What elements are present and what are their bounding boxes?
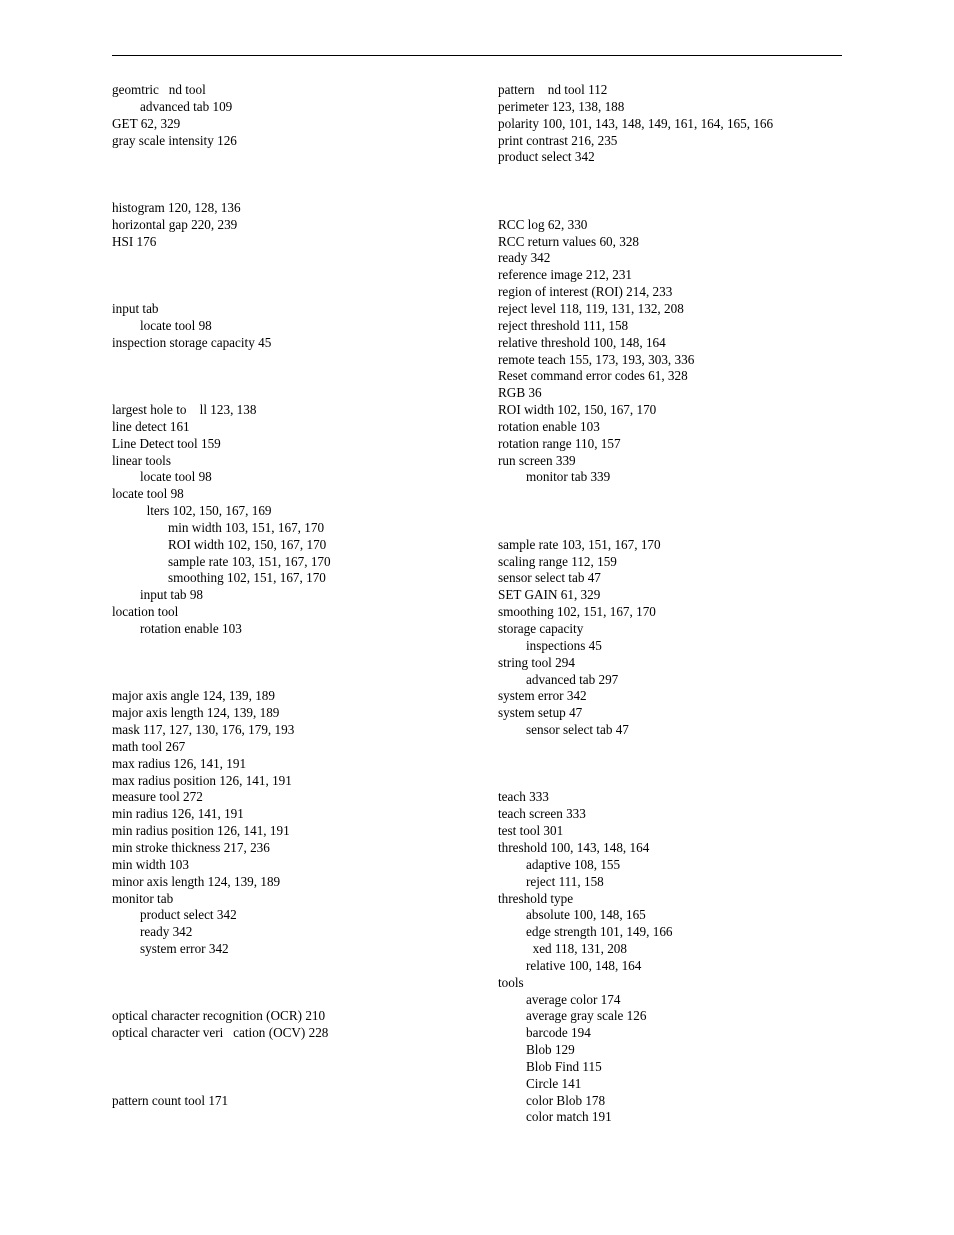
- index-entry: Line Detect tool 159: [112, 435, 221, 451]
- index-entry: RGB 36: [498, 385, 542, 401]
- index-entry: geomtric nd tool: [112, 82, 206, 97]
- index-entry: largest hole to ll 123, 138: [112, 402, 257, 418]
- index-gap: [498, 756, 858, 773]
- index-entry: storage capacity: [498, 621, 584, 636]
- index-entry: input tab: [112, 300, 159, 316]
- index-gap: [112, 1042, 472, 1059]
- index-entry: reject level 118, 119, 131, 132, 208: [498, 300, 684, 316]
- index-entry: sample rate 103, 151, 167, 170: [498, 536, 661, 552]
- index-entry: optical character veri cation (OCV) 228: [112, 1025, 329, 1041]
- index-entry: RCC return values 60, 328: [498, 233, 640, 249]
- index-subentry: advanced tab 297: [526, 671, 619, 687]
- index-entry: minor axis length 124, 139, 189: [112, 873, 281, 889]
- index-entry: horizontal gap 220, 239: [112, 216, 238, 232]
- index-gap: [498, 773, 858, 790]
- index-subentry: color Blob 178: [526, 1092, 606, 1108]
- header-rule: [112, 55, 842, 56]
- index-gap: [112, 368, 472, 385]
- index-gap: [498, 486, 858, 503]
- index-gap: [498, 503, 858, 520]
- index-column-left: [112, 82, 472, 1109]
- index-subentry: input tab 98: [140, 587, 204, 603]
- index-entry: remote teach 155, 173, 193, 303, 336: [498, 351, 695, 367]
- index-entry: major axis length 124, 139, 189: [112, 705, 280, 721]
- index-subentry: barcode 194: [526, 1025, 591, 1041]
- index-entry: system setup 47: [498, 705, 583, 721]
- index-subentry: monitor tab 339: [526, 469, 611, 485]
- index-entry: product select 342: [498, 149, 595, 165]
- index-subentry: edge strength 101, 149, 166: [526, 924, 673, 940]
- index-entry: print contrast 216, 235: [498, 132, 618, 148]
- index-entry: sensor select tab 47: [498, 570, 601, 586]
- index-entry: teach 333: [498, 789, 549, 805]
- index-entry: system error 342: [498, 688, 587, 704]
- index-entry: gray scale intensity 126: [112, 132, 237, 148]
- index-gap: [112, 149, 472, 166]
- index-entry: threshold type: [498, 890, 574, 906]
- index-entry: ROI width 102, 150, 167, 170: [498, 402, 657, 418]
- index-entry: threshold 100, 143, 148, 164: [498, 839, 650, 855]
- index-entry: min radius 126, 141, 191: [112, 806, 244, 822]
- index-gap: [112, 655, 472, 672]
- index-subentry: locate tool 98: [140, 469, 212, 485]
- index-entry: smoothing 102, 151, 167, 170: [498, 604, 656, 620]
- index-subentry: smoothing 102, 151, 167, 170: [168, 570, 326, 586]
- index-subentry: system error 342: [140, 941, 229, 957]
- index-entry: relative threshold 100, 148, 164: [498, 334, 666, 350]
- index-subentry: locate tool 98: [140, 317, 212, 333]
- index-entry: run screen 339: [498, 452, 576, 468]
- index-entry: rotation range 110, 157: [498, 435, 621, 451]
- index-entry: Reset command error codes 61, 328: [498, 368, 688, 384]
- index-gap: [112, 385, 472, 402]
- index-subentry: Blob Find 115: [526, 1058, 602, 1074]
- index-entry: monitor tab: [112, 890, 174, 906]
- index-subentry: ready 342: [140, 924, 193, 940]
- index-entry: teach screen 333: [498, 806, 586, 822]
- index-gap: [112, 1076, 472, 1093]
- index-subentry: average gray scale 126: [526, 1008, 647, 1024]
- index-entry: min radius position 126, 141, 191: [112, 823, 290, 839]
- index-entry: pattern count tool 171: [112, 1092, 229, 1108]
- index-gap: [112, 284, 472, 301]
- index-gap: [112, 958, 472, 975]
- index-entry: math tool 267: [112, 738, 186, 754]
- index-gap: [498, 183, 858, 200]
- index-gap: [112, 183, 472, 200]
- index-subentry: min width 103, 151, 167, 170: [168, 519, 325, 535]
- index-subentry: lters 102, 150, 167, 169: [140, 503, 272, 519]
- index-gap: [498, 200, 858, 217]
- index-subentry: advanced tab 109: [140, 98, 233, 114]
- index-entry: histogram 120, 128, 136: [112, 199, 241, 215]
- index-subentry: xed 118, 131, 208: [526, 941, 627, 957]
- index-entry: mask 117, 127, 130, 176, 179, 193: [112, 722, 295, 738]
- index-subentry: average color 174: [526, 991, 621, 1007]
- index-entry: max radius position 126, 141, 191: [112, 772, 292, 788]
- index-gap: [112, 992, 472, 1009]
- index-gap: [112, 672, 472, 689]
- index-entry: reject threshold 111, 158: [498, 317, 629, 333]
- index-entry: string tool 294: [498, 654, 575, 670]
- index-subentry: color match 191: [526, 1109, 612, 1125]
- index-entry: reference image 212, 231: [498, 267, 633, 283]
- index-gap: [498, 739, 858, 756]
- index-subentry: reject 111, 158: [526, 873, 604, 889]
- index-entry: GET 62, 329: [112, 115, 181, 131]
- index-entry: major axis angle 124, 139, 189: [112, 688, 275, 704]
- index-subentry: absolute 100, 148, 165: [526, 907, 646, 923]
- index-entry: location tool: [112, 604, 179, 620]
- index-entry: optical character recognition (OCR) 210: [112, 1008, 326, 1024]
- index-gap: [498, 520, 858, 537]
- index-gap: [112, 352, 472, 369]
- index-entry: min stroke thickness 217, 236: [112, 839, 270, 855]
- index-entry: tools: [498, 974, 524, 990]
- index-entry: scaling range 112, 159: [498, 553, 617, 569]
- index-entry: polarity 100, 101, 143, 148, 149, 161, 164, 165, 166: [498, 115, 774, 131]
- index-entry: measure tool 272: [112, 789, 203, 805]
- index-entry: HSI 176: [112, 233, 157, 249]
- index-entry: line detect 161: [112, 418, 190, 434]
- index-gap: [112, 1059, 472, 1076]
- index-subentry: inspections 45: [526, 637, 602, 653]
- index-subentry: relative 100, 148, 164: [526, 957, 642, 973]
- index-subentry: rotation enable 103: [140, 621, 242, 636]
- index-column-right: [498, 82, 858, 1126]
- index-subentry: ROI width 102, 150, 167, 170: [168, 536, 327, 552]
- index-gap: [112, 975, 472, 992]
- index-gap: [112, 250, 472, 267]
- index-gap: [112, 166, 472, 183]
- index-entry: min width 103: [112, 856, 189, 872]
- index-gap: [112, 267, 472, 284]
- index-entry: SET GAIN 61, 329: [498, 587, 601, 603]
- index-entry: inspection storage capacity 45: [112, 334, 272, 350]
- index-entry: linear tools: [112, 452, 171, 468]
- index-entry: locate tool 98: [112, 486, 184, 502]
- index-entry: region of interest (ROI) 214, 233: [498, 284, 673, 300]
- index-gap: [112, 638, 472, 655]
- index-subentry: Circle 141: [526, 1075, 582, 1091]
- index-subentry: Blob 129: [526, 1042, 575, 1058]
- index-entry: ready 342: [498, 250, 551, 266]
- index-gap: [498, 166, 858, 183]
- index-entry: rotation enable 103: [498, 418, 600, 434]
- index-subentry: product select 342: [140, 907, 237, 923]
- index-subentry: sensor select tab 47: [526, 722, 629, 738]
- index-entry: RCC log 62, 330: [498, 216, 588, 232]
- index-entry: perimeter 123, 138, 188: [498, 98, 625, 114]
- index-entry: test tool 301: [498, 823, 564, 839]
- index-entry: max radius 126, 141, 191: [112, 755, 247, 771]
- index-subentry: sample rate 103, 151, 167, 170: [168, 553, 331, 569]
- index-entry: pattern nd tool 112: [498, 82, 608, 97]
- index-subentry: adaptive 108, 155: [526, 856, 621, 872]
